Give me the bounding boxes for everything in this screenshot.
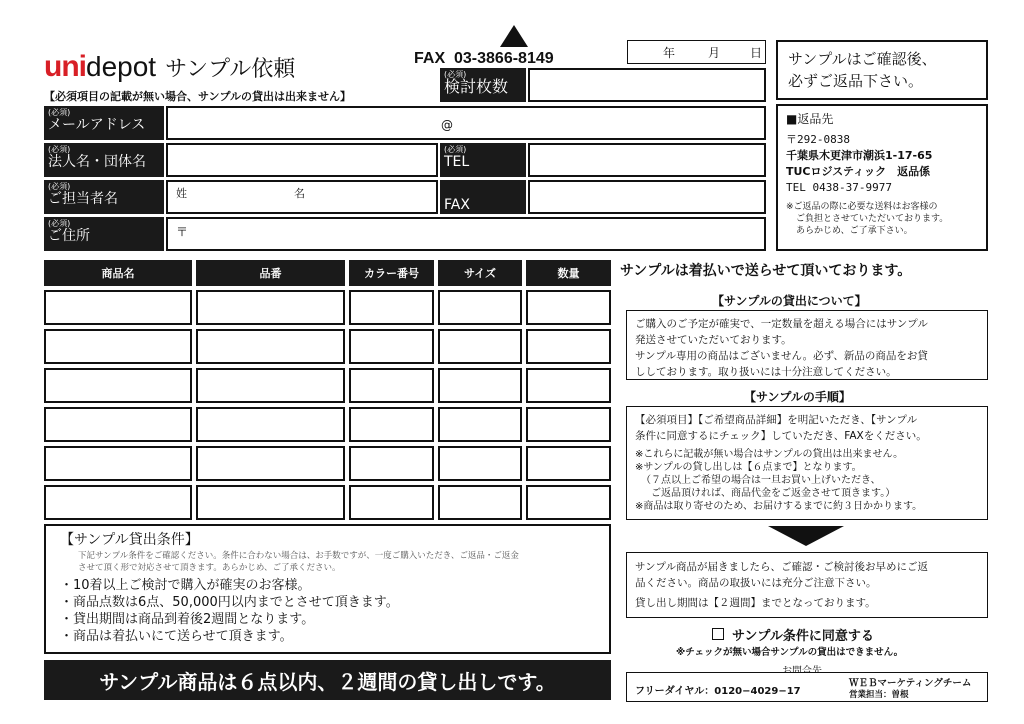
return-address-box	[776, 104, 988, 251]
fax-label: FAX	[444, 197, 470, 213]
company-label-cell	[44, 143, 164, 177]
conditions-box	[44, 524, 611, 654]
contact-name-input[interactable]	[166, 180, 438, 214]
size-input[interactable]	[438, 407, 522, 442]
return-company: TUCロジスティック 返品係	[786, 165, 931, 178]
contact-box	[626, 672, 988, 702]
company-label: 法人名・団体名	[48, 154, 146, 170]
quantity-cell-input[interactable]	[526, 485, 611, 520]
page-title: サンプル依頼	[165, 57, 296, 82]
quantity-label: 検討枚数	[444, 77, 509, 96]
brand-uni: uni	[44, 50, 86, 83]
color-number-input[interactable]	[349, 368, 434, 403]
email-label-cell	[44, 106, 164, 140]
lending-line: 発送させていただいております。	[635, 334, 792, 346]
product-name-input[interactable]	[44, 485, 192, 520]
free-dial: フリーダイヤル：0120−4029−17	[635, 686, 801, 697]
return-tel: TEL 0438-37-9977	[786, 181, 892, 194]
lending-line: ご購入のご予定が確実で、一定数量を超える場合にはサンプル	[635, 318, 928, 330]
product-name-input[interactable]	[44, 368, 192, 403]
color-number-input[interactable]	[349, 446, 434, 481]
address-input[interactable]	[166, 217, 766, 251]
return-note-2: ご負担とさせていただいております。	[796, 214, 949, 224]
required-warning: 【必須項目の記載が無い場合、サンプルの貸出は出来ません】	[44, 90, 352, 103]
postal-mark: 〒	[176, 225, 189, 239]
banner-text: サンプル商品は６点以内、２週間の貸し出しです。	[99, 669, 556, 694]
arrival-period: 貸し出し期間は【２週間】までとなっております。	[635, 597, 876, 609]
header-product-name: 商品名	[44, 260, 192, 286]
condition-item: ・商品点数は6点、50,000円以内までとさせて頂きます。	[60, 595, 399, 610]
lending-line: サンプル専用の商品はございません。必ず、新品の商品をお貸	[635, 350, 928, 362]
procedure-box	[626, 406, 988, 520]
conditions-intro: 下記サンプル条件をご確認ください。条件に合わない場合は、お手数ですが、一度ご購入いただき、ご返品・ご返金	[78, 551, 519, 561]
header-quantity: 数量	[526, 260, 611, 286]
color-number-input[interactable]	[349, 485, 434, 520]
fax-number: FAX 03-3866-8149	[414, 50, 554, 67]
item-number-input[interactable]	[196, 290, 345, 325]
contact-label: ご担当者名	[48, 191, 118, 207]
agree-checkbox[interactable]	[712, 628, 724, 640]
size-input[interactable]	[438, 290, 522, 325]
arrival-line: サンプル商品が届きましたら、ご確認・ご検討後お早めにご返	[635, 561, 929, 573]
fax-label-cell	[440, 180, 526, 214]
notice-line-1: サンプルはご確認後、	[788, 50, 937, 68]
procedure-note: ※サンプルの貸し出しは【６点まで】となります。	[635, 462, 862, 473]
lending-title: 【サンプルの貸出について】	[712, 294, 867, 308]
item-number-input[interactable]	[196, 329, 345, 364]
lending-box	[626, 310, 988, 380]
tel-label-cell	[440, 143, 526, 177]
color-number-input[interactable]	[349, 407, 434, 442]
quantity-cell-input[interactable]	[526, 329, 611, 364]
size-input[interactable]	[438, 329, 522, 364]
surname-label: 姓	[176, 187, 187, 200]
up-arrow-icon	[500, 25, 528, 47]
contact-team: ＷＥＢマーケティングチーム	[849, 678, 972, 689]
color-number-input[interactable]	[349, 329, 434, 364]
quantity-cell-input[interactable]	[526, 407, 611, 442]
header-size: サイズ	[438, 260, 522, 286]
return-note-1: ※ご返品の際に必要な送料はお客様の	[786, 202, 938, 212]
size-input[interactable]	[438, 485, 522, 520]
item-number-input[interactable]	[196, 368, 345, 403]
procedure-note: ※商品は取り寄せのため、お届けするまでに約３日かかります。	[635, 501, 923, 512]
procedure-note: ご返品頂ければ、商品代金をご返金させて頂きます。）	[651, 488, 896, 499]
product-name-input[interactable]	[44, 329, 192, 364]
conditions-intro: させて頂く形で対応させて頂きます。あらかじめ、ご了承ください。	[78, 563, 341, 573]
agree-label: サンプル条件に同意する	[732, 629, 874, 644]
conditions-title: 【サンプル貸出条件】	[60, 532, 199, 548]
size-input[interactable]	[438, 368, 522, 403]
return-address: 千葉県木更津市潮浜1-17-65	[786, 149, 933, 162]
condition-item: ・10着以上ご検討で購入が確実のお客様。	[60, 578, 311, 593]
product-name-input[interactable]	[44, 290, 192, 325]
quantity-input[interactable]	[528, 68, 766, 102]
quantity-cell-input[interactable]	[526, 446, 611, 481]
email-at: @	[441, 118, 453, 132]
required-tag: (必須)	[48, 219, 71, 228]
arrival-line: 品ください。商品の取扱いには充分ご注意下さい。	[635, 577, 877, 589]
year-label: 年	[663, 46, 676, 60]
required-tag: (必須)	[48, 145, 71, 154]
down-arrow-icon	[768, 526, 844, 546]
product-name-input[interactable]	[44, 407, 192, 442]
email-label: メールアドレス	[48, 117, 146, 133]
agree-note: ※チェックが無い場合サンプルの貸出はできません。	[676, 647, 904, 658]
address-label-cell	[44, 217, 164, 251]
contact-staff: 営業担当：曽根	[849, 690, 909, 700]
address-label: ご住所	[48, 228, 90, 244]
date-field[interactable]	[627, 40, 766, 64]
lending-line: ししております。取り扱いには十分注意してください。	[635, 366, 897, 378]
return-postal: 〒292-0838	[786, 133, 850, 146]
brand-logo	[44, 50, 295, 84]
required-tag: (必須)	[444, 70, 467, 79]
return-notice	[776, 40, 988, 100]
procedure-line: 条件に同意するにチェック】していただき、FAXをください。	[635, 430, 927, 442]
given-name-label: 名	[294, 187, 305, 200]
product-name-input[interactable]	[44, 446, 192, 481]
item-number-input[interactable]	[196, 407, 345, 442]
notice-line-2: 必ずご返品下さい。	[788, 72, 924, 90]
quantity-cell-input[interactable]	[526, 368, 611, 403]
return-title: ■返品先	[786, 112, 834, 126]
procedure-title: 【サンプルの手順】	[744, 390, 851, 404]
brand-depot: depot	[86, 51, 157, 82]
color-number-input[interactable]	[349, 290, 434, 325]
item-number-input[interactable]	[196, 485, 345, 520]
header-item-number: 品番	[196, 260, 345, 286]
procedure-note: ※これらに記載が無い場合はサンプルの貸出は出来ません。	[635, 449, 904, 460]
required-tag: (必須)	[444, 145, 467, 154]
procedure-line: 【必須項目】【ご希望商品詳細】を明記いただき、【サンプル	[635, 414, 918, 426]
fax-input[interactable]	[528, 180, 766, 214]
quantity-label-cell	[440, 68, 526, 102]
contact-label-cell	[44, 180, 164, 214]
shipping-headline: サンプルは着払いで送らせて頂いております。	[620, 263, 912, 279]
day-label: 日	[750, 46, 763, 60]
required-tag: (必須)	[48, 182, 71, 191]
return-note-3: あらかじめ、ご了承下さい。	[796, 226, 913, 236]
size-input[interactable]	[438, 446, 522, 481]
required-tag: (必須)	[48, 108, 71, 117]
arrival-box	[626, 552, 988, 618]
month-label: 月	[708, 46, 721, 60]
email-input[interactable]	[166, 106, 766, 140]
header-color-number: カラー番号	[349, 260, 434, 286]
quantity-cell-input[interactable]	[526, 290, 611, 325]
bottom-banner	[44, 660, 611, 700]
tel-label: TEL	[444, 154, 470, 170]
condition-item: ・商品は着払いにて送らせて頂きます。	[60, 629, 293, 644]
company-input[interactable]	[166, 143, 438, 177]
tel-input[interactable]	[528, 143, 766, 177]
item-number-input[interactable]	[196, 446, 345, 481]
condition-item: ・貸出期間は商品到着後2週間となります。	[60, 612, 315, 627]
procedure-note: （７点以上ご希望の場合は一旦お買い上げいただき、	[641, 475, 881, 486]
